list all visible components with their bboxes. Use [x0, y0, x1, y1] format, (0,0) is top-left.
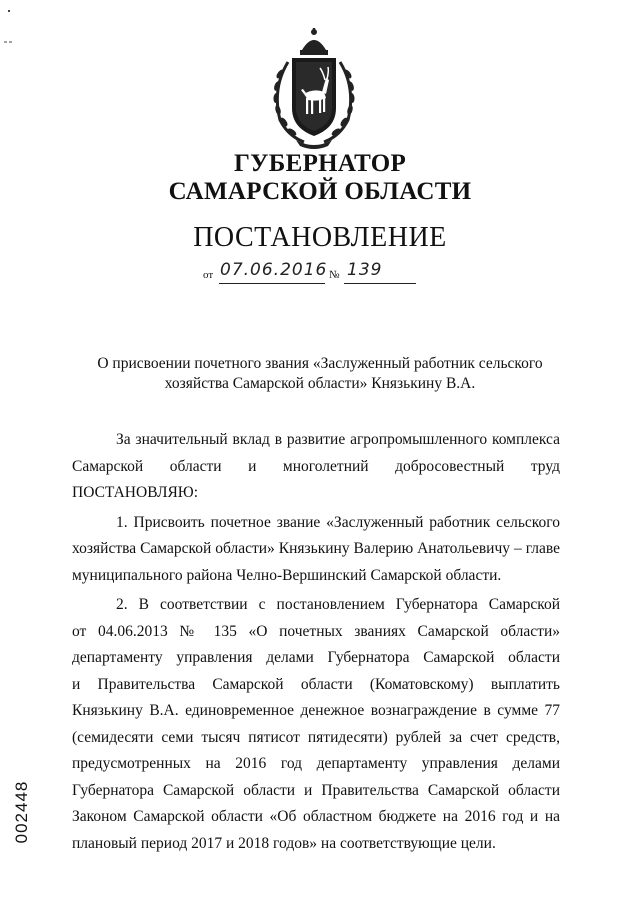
body-line: За значительный вклад в развитие агропромышленного комплекса	[116, 431, 560, 448]
document-subject	[0, 354, 640, 394]
registration-number: 002448	[12, 780, 31, 844]
scan-mark	[4, 40, 12, 45]
body-line: и Правительства Самарской области (Коматовскому) выплатить	[72, 675, 560, 693]
body-line: Князькину В.А. единовременное денежное вознаграждение в сумме 77	[72, 702, 560, 719]
authority-title-line1: ГУБЕРНАТОР	[233, 150, 407, 177]
body-line: предусмотренных на 2016 год департаменту управления делами	[72, 755, 560, 772]
document-date: 07.06.2016	[220, 260, 328, 280]
body-line: плановый период 2017 и 2018 годов» на соответствующие цели.	[72, 834, 496, 852]
body-line: (семидесяти семи тысяч пятисот пятидесяти) рублей за счет средств,	[72, 728, 560, 746]
date-prefix: от	[203, 269, 214, 281]
document-number: 139	[347, 260, 383, 280]
body-line: департаменту управления делами Губернатора Самарской области	[72, 649, 560, 666]
subject-line: О присвоении почетного звания «Заслуженный работник сельского	[97, 355, 543, 372]
scan-speck	[8, 10, 10, 12]
body-line: Законом Самарской области «Об областном бюджете на 2016 год и на	[72, 808, 560, 825]
body-line: Самарской области и многолетний добросовестный труд	[72, 457, 560, 475]
body-line: Губернатора Самарской области и Правительства Самарской области	[72, 781, 560, 799]
document-body	[72, 427, 560, 857]
body-line: хозяйства Самарской области» Князькину Валерию Анатольевичу – главе	[72, 540, 560, 557]
coat-of-arms-emblem	[268, 28, 360, 150]
registration-stamp	[2, 768, 42, 858]
number-prefix: №	[329, 269, 340, 281]
subject-line: хозяйства Самарской области» Князькину В.А.	[164, 375, 476, 392]
number-underline	[344, 283, 416, 284]
body-line: 1. Присвоить почетное звание «Заслуженный работник сельского	[116, 513, 560, 531]
authority-title-line2: САМАРСКОЙ ОБЛАСТИ	[168, 178, 472, 205]
document-type: ПОСТАНОВЛЕНИЕ	[193, 222, 447, 253]
decree-keyword: ПОСТАНОВЛЯЮ:	[72, 484, 199, 501]
date-number-line	[203, 262, 433, 288]
date-underline	[219, 283, 325, 284]
body-line: 2. В соответствии с постановлением Губернатора Самарской	[116, 596, 560, 613]
body-line: от 04.06.2013 № 135 «О почетных званиях Самарской области»	[72, 622, 560, 640]
body-line: муниципального района Челно-Вершинский Самарской области.	[72, 566, 502, 584]
